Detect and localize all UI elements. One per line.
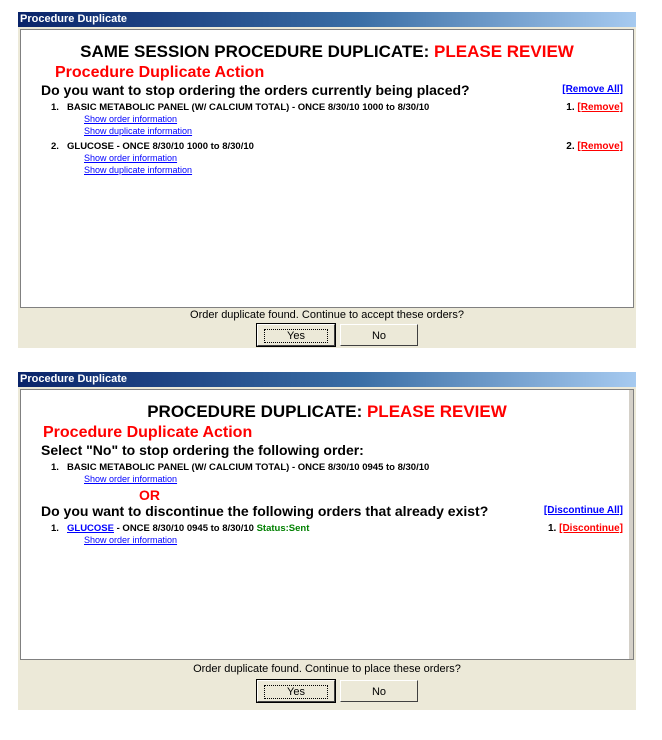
order-number: 1.	[51, 102, 59, 113]
show-duplicate-info-link-1[interactable]: Show duplicate information	[84, 126, 193, 136]
order-item-1	[51, 102, 633, 113]
dialog-content	[20, 29, 634, 308]
new-order-item	[51, 462, 633, 473]
order-number: 1.	[51, 462, 59, 473]
discontinue-all-link[interactable]: [Discontinue All]	[543, 505, 623, 516]
action-heading: Procedure Duplicate Action	[43, 424, 253, 441]
button-row	[18, 680, 636, 704]
heading-prefix: PROCEDURE DUPLICATE:	[147, 402, 367, 421]
order-number: 2.	[51, 141, 59, 152]
dialog-title: Procedure Duplicate	[18, 12, 636, 27]
remove-number: 1.	[566, 102, 578, 113]
page-title	[21, 402, 633, 422]
no-button[interactable]: No	[340, 680, 418, 702]
status-message: Order duplicate found. Continue to place these orders?	[193, 663, 461, 675]
status-message: Order duplicate found. Continue to accept these orders?	[190, 309, 464, 321]
question-text: Do you want to stop ordering the orders currently being placed?	[41, 82, 470, 98]
order-discontinue	[548, 523, 623, 534]
order-text: BASIC METABOLIC PANEL (W/ CALCIUM TOTAL) - ONCE 8/30/10 1000 to 8/30/10	[67, 102, 430, 113]
order-text: GLUCOSE - ONCE 8/30/10 1000 to 8/30/10	[67, 141, 254, 152]
heading-prefix: SAME SESSION PROCEDURE DUPLICATE:	[80, 42, 435, 61]
remove-link-2[interactable]: [Remove]	[577, 141, 623, 152]
yes-label: Yes	[264, 329, 328, 343]
page-title	[21, 42, 633, 62]
action-heading: Procedure Duplicate Action	[55, 64, 265, 81]
or-separator: OR	[139, 487, 160, 503]
remove-link-1[interactable]: [Remove]	[577, 102, 623, 113]
heading-alert: PLEASE REVIEW	[366, 402, 507, 421]
dialog-title: Procedure Duplicate	[18, 372, 636, 387]
glucose-link[interactable]: GLUCOSE	[67, 523, 114, 534]
discontinue-number: 1.	[547, 523, 560, 534]
question-stop: Select "No" to stop ordering the following order:	[41, 442, 364, 458]
question-discontinue	[41, 503, 633, 519]
order-remove	[566, 102, 623, 113]
existing-order-item	[51, 523, 633, 534]
show-duplicate-info-link-2[interactable]: Show duplicate information	[84, 165, 193, 175]
order-text: - ONCE 8/30/10 0945 to 8/30/10	[113, 523, 257, 534]
heading-alert: PLEASE REVIEW	[434, 42, 574, 61]
show-existing-order-info-link[interactable]: Show order information	[84, 535, 178, 545]
button-row	[18, 324, 636, 348]
show-order-info-link[interactable]: Show order information	[84, 474, 178, 484]
show-order-info-link-1[interactable]: Show order information	[84, 114, 178, 124]
order-text: BASIC METABOLIC PANEL (W/ CALCIUM TOTAL) - ONCE 8/30/10 0945 to 8/30/10	[67, 462, 430, 473]
question	[41, 82, 633, 98]
yes-button[interactable]	[257, 680, 335, 702]
order-number: 1.	[51, 523, 59, 534]
yes-label: Yes	[264, 685, 328, 699]
dialog-content	[20, 389, 634, 660]
remove-all-link[interactable]: [Remove All]	[562, 84, 623, 95]
no-button[interactable]: No	[340, 324, 418, 346]
question-text: Do you want to discontinue the following orders that already exist?	[41, 503, 489, 519]
show-order-info-link-2[interactable]: Show order information	[84, 153, 178, 163]
status-badge: Status:Sent	[256, 523, 310, 534]
remove-number: 2.	[566, 141, 578, 152]
dialog-procedure-duplicate	[18, 372, 636, 710]
discontinue-link[interactable]: [Discontinue]	[559, 523, 623, 534]
order-remove	[566, 141, 623, 152]
yes-button[interactable]	[257, 324, 335, 346]
dialog-same-session-duplicate	[18, 12, 636, 348]
order-item-2	[51, 141, 633, 152]
